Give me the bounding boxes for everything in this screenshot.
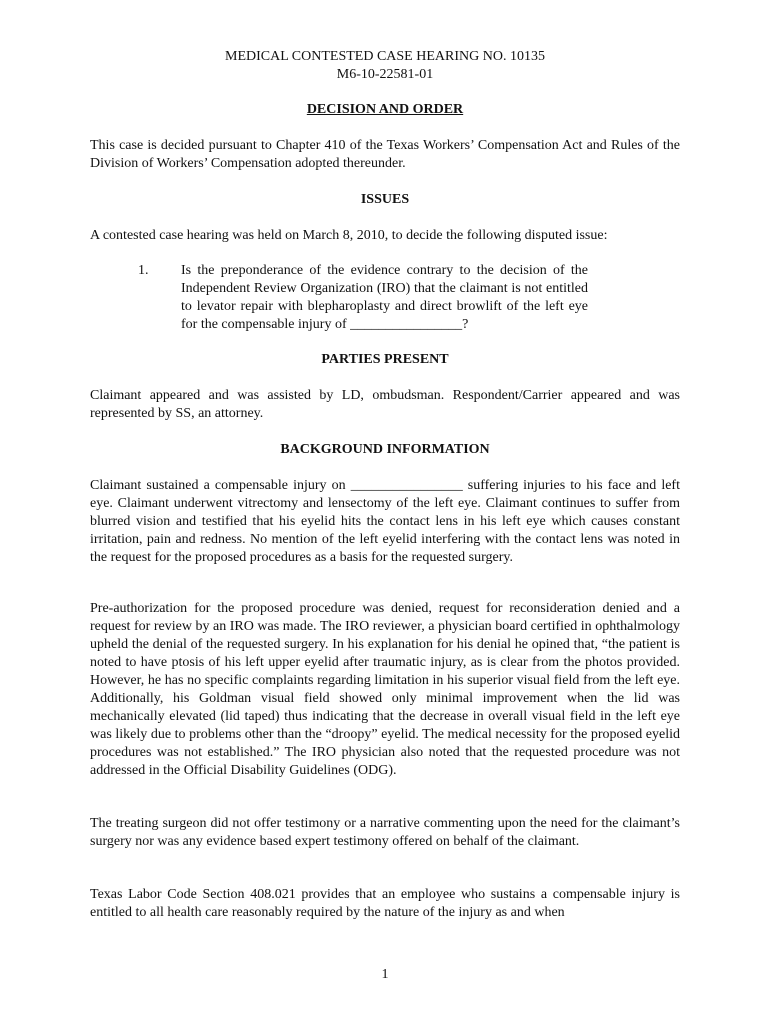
document-title: DECISION AND ORDER: [306, 102, 464, 117]
intro-paragraph: This case is decided pursuant to Chapter 410 of the Texas Workers’ Compensation Act and Rules of the Division of Workers’ Compensation adopted thereunder.: [90, 138, 680, 171]
background-paragraph-2: Pre-authorization for the proposed procedure was denied, request for reconsideration denied and a request for review by an IRO was made. The IRO reviewer, a physician board certified in ophthalmology upheld the denial of the requested surgery. In his explanation for his denial he opined that, “the patient is noted to have ptosis of his left upper eyelid after traumatic injury, as is clear from the photos provided. However, he has no specific complaints regarding limitation in his superior visual field from the left eye. Additionally, his Goldman visual field showed only minimal improvement when the lid was mechanically elevated (lid taped) thus indicating that the decrease in overall visual field in the left eye was likely due to problems other than the “droopy” eyelid. The medical necessity for the proposed eyelid procedures was not established.” The IRO physician also noted that the requested procedure was not addressed in the Official Disability Guidelines (ODG).: [90, 601, 680, 778]
case-number-line: MEDICAL CONTESTED CASE HEARING NO. 10135: [225, 49, 545, 64]
background-paragraph-3: The treating surgeon did not offer testimony or a narrative commenting upon the need for the claimant’s surgery nor was any evidence based expert testimony offered on behalf of the claimant.: [90, 816, 680, 849]
issue-text: Is the preponderance of the evidence contrary to the decision of the Independent Review Organization (IRO) that the claimant is not entitled to levator repair with blepharoplasty and direct browlift of the left eye for the compensable injury of ________________?: [181, 263, 588, 332]
docket-number-line: M6-10-22581-01: [336, 67, 434, 82]
background-paragraph-4: Texas Labor Code Section 408.021 provides that an employee who sustains a compensable injury is entitled to all health care reasonably required by the nature of the injury as and when: [90, 887, 680, 920]
issues-heading: ISSUES: [360, 192, 410, 207]
background-heading: BACKGROUND INFORMATION: [280, 442, 490, 457]
page-number: 1: [381, 967, 389, 982]
issues-intro: A contested case hearing was held on March 8, 2010, to decide the following disputed issue:: [90, 228, 608, 243]
parties-heading: PARTIES PRESENT: [321, 352, 449, 367]
issue-number: 1.: [138, 263, 149, 278]
background-paragraph-1: Claimant sustained a compensable injury on ________________ suffering injuries to his face and left eye. Claimant underwent vitrectomy and lensectomy of the left eye. Claimant continues to suffer from blurred vision and testified that his eyelid hits the contact lens in his left eye which causes constant irritation, pain and redness. No mention of the left eyelid interfering with the contact lens was noted in the request for the proposed procedures as a basis for the requested surgery.: [90, 478, 680, 565]
parties-paragraph: Claimant appeared and was assisted by LD, ombudsman. Respondent/Carrier appeared and was represented by SS, an attorney.: [90, 388, 680, 421]
